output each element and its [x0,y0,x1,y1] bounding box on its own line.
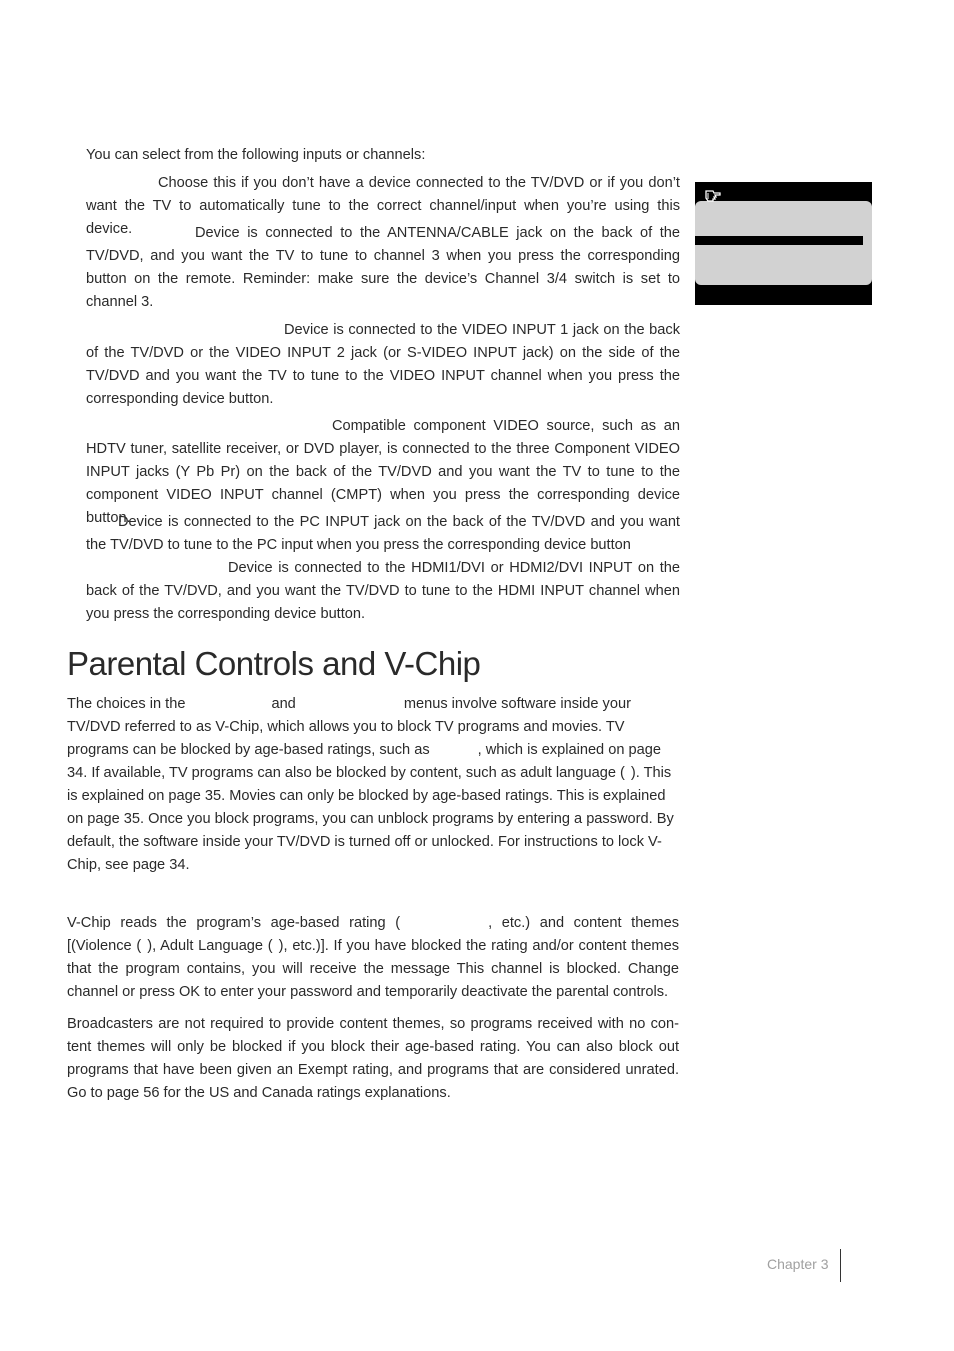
option-video-input-description: Device is connected to the VIDEO INPUT 1 jack on the back of the TV/DVD or the VIDEO INPUT 2 jack (or S-VIDEO INPUT jack) on the side of the TV/DVD and you want the TV to tune to the VIDEO INPUT channel when you press the corresponding device button. [86,322,680,407]
option-none-description: Choose this if you don’t have a device connected to the TV/DVD or if you don’t want the TV to automatically tune to the correct channel/input when you’re using this device. [86,175,680,237]
vchip-intro-paragraph: The choices in the and menus involve software inside your TV/DVD referred to as V-Chip, which allows you to block TV programs and movies. TV programs can be blocked by age-based ratings, such as , which is explained on page 34. If available, TV programs can also be blocked by content, such as adult language ( ). This is explained on page 35. Movies can only be blocked by age-based ratings. This is explained on page 35. Once you block programs, you can unblock programs by entering a password. By default, the software inside your TV/DVD is turned off or unlocked. For instructions to lock V-Chip, see page 34. [67,696,674,873]
footer-divider [840,1249,841,1282]
remote-hand-icon [704,188,722,204]
section-heading: Parental Controls and V-Chip [67,645,481,682]
menu-highlight-bar [695,236,863,245]
option-hdmi-description: Device is connected to the HDMI1/DVI or HDMI2/DVI INPUT on the back of the TV/DVD, and you want the TV/DVD to tune to the HDMI INPUT channel when you press the corresponding device button. [86,560,680,622]
broadcasters-paragraph: Broadcasters are not required to provide content themes, so programs received with no con-tent themes will only be blocked if you block their age-based rating. You can also block out programs that have been given an Exempt rating, and programs that are considered unrated. Go to page 56 for the US and Canada ratings explanations. [67,1016,679,1101]
vchip-reading-paragraph: V-Chip reads the program’s age-based rating ( , etc.) and content themes [(Violence ( ), Adult Language ( ), etc.)]. If you have blocked the rating and/or content themes that the program contains, you will receive the message This channel is blocked. Change channel or press OK to enter your password and temporarily deactivate the parental controls. [67,915,680,1000]
menu-panel [695,201,872,285]
option-pc-description: Device is connected to the PC INPUT jack on the back of the TV/DVD and you want the TV/DVD to tune to the PC input when you press the corresponding device button [86,514,680,553]
option-component-description: Compatible component VIDEO source, such as an HDTV tuner, satellite receiver, or DVD player, is connected to the three Component VIDEO INPUT jacks (Y Pb Pr) on the back of the TV/DVD and you want the TV to tune to the component VIDEO INPUT channel (CMPT) when you press the corresponding device button. [86,418,680,526]
option-channel3-description: Device is connected to the ANTENNA/CABLE jack on the back of the TV/DVD, and you want the TV to tune to channel 3 when you press the corresponding button on the remote. Reminder: make sure the device’s Channel 3/4 switch is set to channel 3. [86,225,680,310]
intro-text: You can select from the following inputs or channels: [86,147,426,163]
footer-chapter-label: Chapter 3 [767,1256,829,1272]
menu-screenshot [695,182,872,305]
